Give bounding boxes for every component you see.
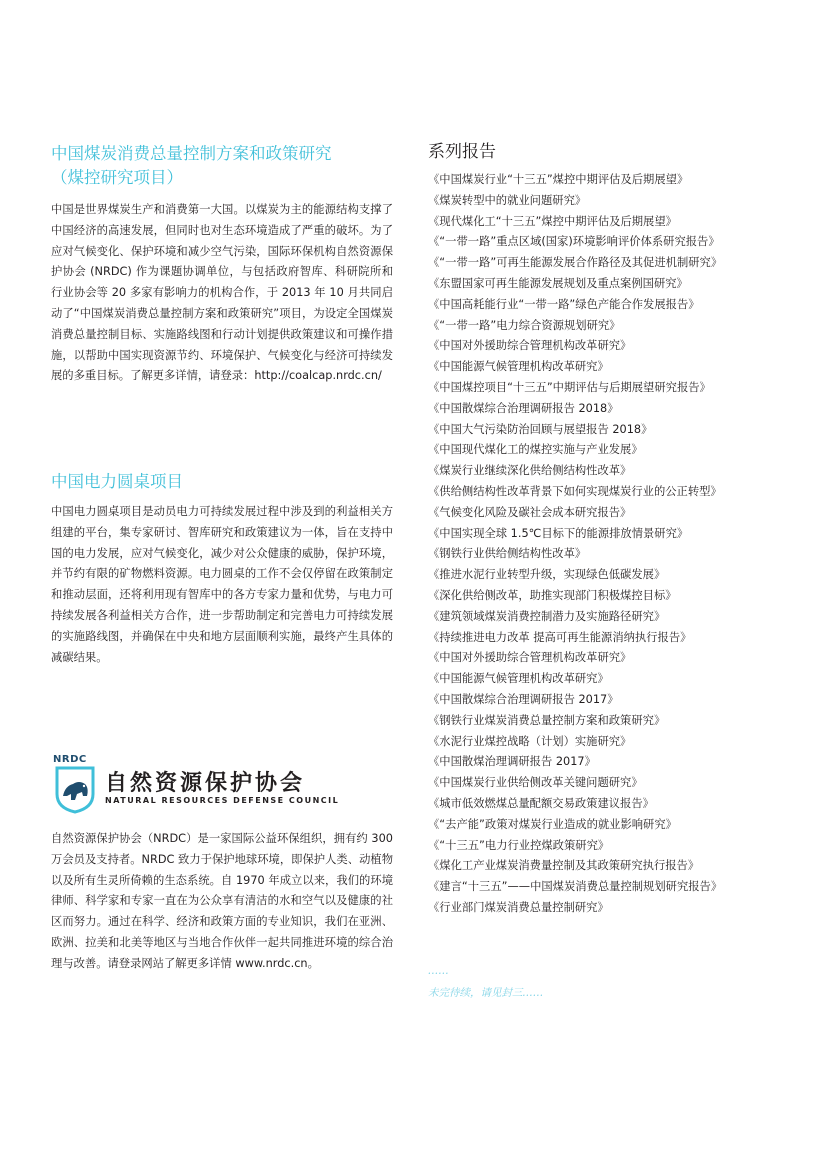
series-item: 《“一带一路”重点区域(国家)环境影响评价体系研究报告》 (428, 235, 720, 249)
series-item: 《煤化工产业煤炭消费量控制及其政策研究执行报告》 (428, 859, 700, 873)
footnote-dots: …… (428, 965, 449, 977)
series-item: 《中国能源气候管理机构改革研究》 (428, 360, 609, 374)
coal-project-title-line2: （煤控研究项目） (51, 168, 183, 187)
coal-project-paragraph: 中国是世界煤炭生产和消费第一大国。以煤炭为主的能源结构支撑了中国经济的高速发展，但同时也对生态环境造成了严重的破坏。为了应对气候变化、保护环境和减少空气污染，国际环保机构自然资源保护协会 (NRDC) 作为课题协调单位，与包括政府智库、科研院所和行业协会等 20 多家有影响力的机构合作，于 2013 年 10 月共同启动了“中国煤炭消费总量控制方案和政策研究”项目，为设定全国煤炭消费总量控制目标、实施路线图和行动计划提供政策建议和可操作措施，以帮助中国实现资源节约、环境保护、气候变化与经济可持续发展的多重目标。了解更多详情，请登录：http://coalcap.nrdc.cn/ (51, 203, 393, 383)
left-column (51, 140, 393, 387)
nrdc-intro-paragraph: 自然资源保护协会（NRDC）是一家国际公益环保组织，拥有约 300 万会员及支持者。NRDC 致力于保护地球环境，即保护人类、动植物以及所有生灵所倚赖的生态系统。自 1970 年成立以来，我们的环境律师、科学家和专家一直在为公众享有清洁的水和空气以及健康的社区而努力。通过在科学、经济和政策方面的专业知识，我们在亚洲、欧洲、拉美和北美等地区与当地合作伙伴一起共同推进环境的综合治理与改善。请登录网站了解更多详情 www.nrdc.cn。 (51, 832, 393, 970)
footnote (428, 963, 544, 1001)
series-item: 《中国煤炭行业“十三五”煤控中期评估及后期展望》 (428, 173, 689, 186)
series-item: 《中国散煤综合治理调研报告 2017》 (428, 692, 619, 706)
series-item: 《中国现代煤化工的煤控实施与产业发展》 (428, 443, 643, 457)
series-item: 《城市低效燃煤总量配额交易政策建议报告》 (428, 796, 654, 810)
power-project-paragraph: 中国电力圆桌项目是动员电力可持续发展过程中涉及到的利益相关方组建的平台，集专家研讨、智库研究和政策建议为一体，旨在支持中国的电力发展，应对气候变化，减少对公众健康的威胁，保护环境，并节约有限的矿物燃料资源。电力圆桌的工作不会仅停留在政策制定和推动层面，还将利用现有智库中的各方专家力量和优势，与电力可持续发展各利益相关方合作，进一步帮助制定和完善电力可持续发展的实施路线图，并确保在中央和地方层面顺利实施，最终产生具体的减碳结果。 (51, 505, 393, 664)
nrdc-logo-tag: NRDC (53, 754, 87, 765)
series-item: 《中国高耗能行业“一带一路”绿色产能合作发展报告》 (428, 297, 700, 311)
polar-bear-shield-icon (53, 766, 97, 814)
series-list (428, 170, 788, 919)
power-project-section (51, 470, 393, 668)
series-item: 《持续推进电力改革 提高可再生能源消纳执行报告》 (428, 630, 692, 644)
series-item: 《中国煤炭行业供给侧改革关键问题研究》 (428, 776, 643, 790)
series-item: 《中国散煤综合治理调研报告 2018》 (428, 401, 619, 415)
series-item: 《中国实现全球 1.5℃目标下的能源排放情景研究》 (428, 526, 689, 540)
series-item: 《水泥行业煤控战略（计划）实施研究》 (428, 734, 632, 748)
series-item: 《钢铁行业煤炭消费总量控制方案和政策研究》 (428, 713, 666, 727)
coal-project-title (51, 142, 393, 190)
series-item: 《建言“十三五”——中国煤炭消费总量控制规划研究报告》 (428, 880, 723, 894)
series-item: 《“一带一路”可再生能源发展合作路径及其促进机制研究》 (428, 256, 723, 270)
series-item: 《深化供给侧改革，助推实现部门积极煤控目标》 (428, 588, 677, 602)
series-item: 《煤炭行业继续深化供给侧结构性改革》 (428, 464, 632, 478)
series-item: 《“十三五”电力行业控煤政策研究》 (428, 838, 610, 852)
series-item: 《现代煤化工“十三五”煤控中期评估及后期展望》 (428, 214, 677, 228)
footnote-continued: 未完待续，请见封三…… (428, 987, 544, 999)
series-item: 《推进水泥行业转型升级，实现绿色低碳发展》 (428, 568, 666, 582)
nrdc-logo-english-name: NATURAL RESOURCES DEFENSE COUNCIL (105, 796, 340, 805)
series-item: 《供给侧结构性改革背景下如何实现煤炭行业的公正转型》 (428, 484, 722, 498)
nrdc-logo-chinese-name: 自然资源保护协会 (105, 771, 306, 796)
series-item: 《中国散煤治理调研报告 2017》 (428, 755, 596, 769)
series-item: 《东盟国家可再生能源发展规划及重点案例国研究》 (428, 276, 688, 290)
series-reports-section (428, 140, 788, 919)
series-item: 《中国对外援助综合管理机构改革研究》 (428, 339, 632, 353)
series-title: 系列报告 (428, 142, 496, 162)
series-item: 《中国大气污染防治回顾与展望报告 2018》 (428, 422, 653, 436)
series-item: 《中国煤控项目“十三五”中期评估与后期展望研究报告》 (428, 380, 711, 394)
series-item: 《“一带一路”电力综合资源规划研究》 (428, 318, 621, 332)
nrdc-logo (51, 754, 351, 814)
coal-project-title-line1: 中国煤炭消费总量控制方案和政策研究 (51, 144, 332, 163)
series-item: 《“去产能”政策对煤炭行业造成的就业影响研究》 (428, 817, 677, 831)
series-item: 《中国对外援助综合管理机构改革研究》 (428, 651, 632, 665)
series-item: 《建筑领域煤炭消费控制潜力及实施路径研究》 (428, 609, 666, 623)
series-item: 《气候变化风险及碳社会成本研究报告》 (428, 505, 632, 519)
nrdc-intro-section (51, 829, 393, 975)
series-item: 《行业部门煤炭消费总量控制研究》 (428, 900, 609, 914)
power-project-title: 中国电力圆桌项目 (51, 472, 183, 491)
series-item: 《中国能源气候管理机构改革研究》 (428, 672, 609, 686)
series-item: 《钢铁行业供给侧结构性改革》 (428, 547, 587, 561)
series-item: 《煤炭转型中的就业问题研究》 (428, 193, 587, 207)
